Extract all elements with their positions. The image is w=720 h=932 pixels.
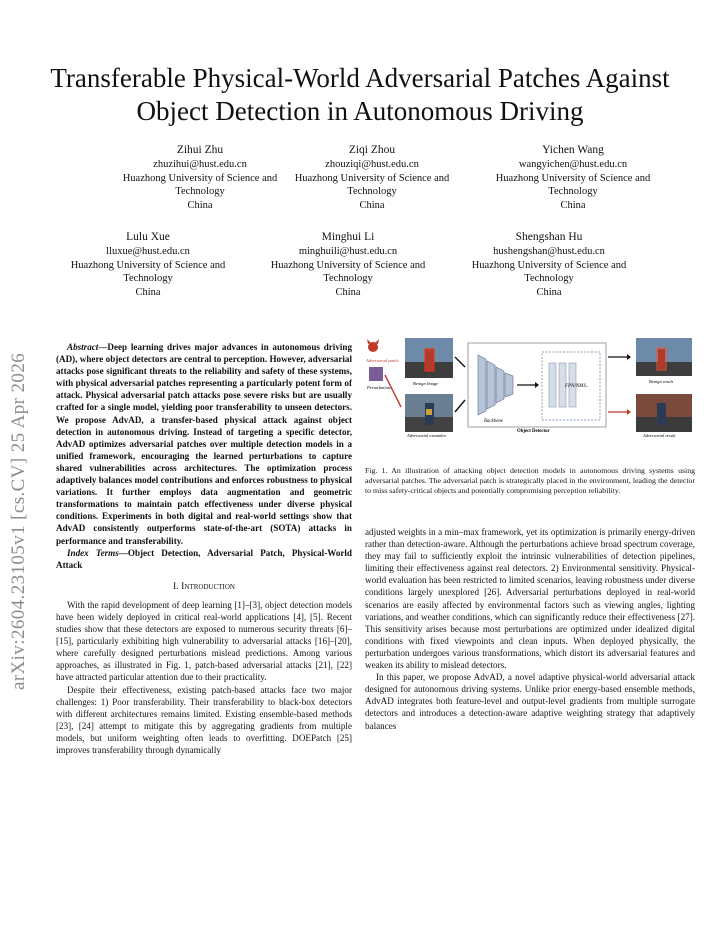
abstract-label: Abstract [67, 342, 99, 352]
detector-label: Object Detector [517, 429, 550, 434]
adv-examples-label: Adversarial examples [407, 433, 447, 437]
author-block [253, 230, 443, 299]
fpn-label: FPN/NMS.. [565, 384, 589, 389]
author-email: wangyichen@hust.edu.cn [518, 159, 628, 170]
author-email: zhuzihui@hust.edu.cn [153, 159, 247, 170]
author-affiliation: Huazhong University of Science and Technology [270, 259, 426, 284]
author-country: China [560, 199, 586, 211]
benign-result-label: Benign result [649, 379, 673, 384]
right-column [365, 526, 695, 732]
figure-diagram [365, 337, 695, 437]
arrow-patch [385, 375, 401, 407]
abstract-text: —Deep learning drives major advances in autonomous driving (AD), where object detectors are central to perception. However, adversarial attacks pose significant threats to the reliability and safety of these systems, with physical adversarial patches representing a particularly potent form of attack. Physical adversarial patch attacks pose severe risks but are usually crafted for a single model, yielding poor transferability to unseen detectors. We propose AdvAD, a transfer-based physical attack against object detection in autonomous driving. Instead of targeting a specific detector, AdvAD optimizes adversarial patches over multiple detection models in a unified framework, encouraging the learned perturbations to capture shared vulnerabilities across architectures. The optimization process adaptively balances model contributions and enforces robustness to physical variations. It further employs data augmentation and geometric transformations to maintain patch effectiveness under diverse physical conditions. Experiments in both digital and real-world settings show that AdvAD consistently outperforms state-of-the-art (SOTA) attacks in performance and transferability. [56, 342, 352, 546]
author-name: Minghui Li [321, 231, 375, 243]
author-name: Lulu Xue [126, 231, 170, 243]
body-paragraph: adjusted weights in a min–max framework, yet its optimization is primarily energy-driven rather than detection-aware. Although the perturbations achieve broad spectrum coverage, they may fail to sufficiently exploit the intrinsic vulnerabilities of detection pipelines, limiting their effectiveness against real detectors. 2) Environmental sensitivity. Physical-world evaluation has been restricted to limited scenarios, leaving robustness under diverse conditions largely unexplored [26]. Adversarial perturbations deployed in real-world scenarios are easily affected by environmental factors such as viewing angles, lighting variations, and weather conditions, which can significantly reduce their effectiveness [27]. This sensitivity arises because most perturbations are optimized under idealized digital conditions with fixed viewpoints and clean inputs. When deployed physically, the perturbation undergoes various transformations, which distort its adversarial features and weaken its ability to mislead detectors. [365, 527, 695, 671]
abstract [56, 341, 352, 547]
author-email: lluxue@hust.edu.cn [106, 246, 190, 257]
author-affiliation: Huazhong University of Science and Technology [471, 259, 627, 284]
author-affiliation: Huazhong University of Science and Technology [70, 259, 226, 284]
author-country: China [187, 199, 213, 211]
adv-result-label: Adversarial result [643, 433, 676, 437]
index-terms [56, 547, 352, 571]
author-email: zhouziqi@hust.edu.cn [325, 159, 419, 170]
figure-1 [365, 337, 695, 437]
author-block [277, 143, 467, 212]
section-heading: I. Introduction [173, 580, 235, 592]
author-email: hushengshan@hust.edu.cn [493, 246, 605, 257]
adv-patch-label: Adversarial patch [366, 358, 399, 363]
body-paragraph: With the rapid development of deep learning [1]–[3], object detection models have been widely deployed in critical real-world applications [4], [5]. Recent studies show that these detectors are exposed to numerous security threats [6]–[15], particularly exhibiting high vulnerability to adversarial attacks [16]–[20], where carefully designed perturbations mislead predictions. Among various approaches, as illustrated in Fig. 1, patch-based adversarial attacks [21], [22] have attracted particular attention due to their practicality. [56, 599, 352, 683]
author-affiliation: Huazhong University of Science and Technology [294, 172, 450, 197]
index-terms-label: Index Terms [67, 547, 119, 558]
paper-title: Transferable Physical-World Adversarial Patches Against Object Detection in Autonomous Driving [50, 63, 670, 126]
index-terms-text: —Object Detection, Adversarial Patch, Physical-World Attack [56, 547, 352, 570]
backbone-label: Backbone [484, 419, 503, 424]
author-country: China [135, 286, 161, 298]
author-affiliation: Huazhong University of Science and Technology [122, 172, 278, 197]
author-block [53, 230, 243, 299]
body-paragraph: In this paper, we propose AdvAD, a novel adaptive physical-world adversarial attack designed for autonomous driving systems. Unlike prior energy-based ensemble methods, AdvAD integrates both feature-level and output-level gradients from multiple surrogate detectors and introduces a detection-aware adaptive weighting strategy that adaptively balances [365, 672, 695, 731]
author-block [454, 230, 644, 299]
author-country: China [335, 286, 361, 298]
body-paragraph: Despite their effectiveness, existing patch-based attacks face two major challenges: 1) Poor transferability. Their transferability to black-box detectors with different architectures remains limited. Existing ensemble-based methods [23], [24] attempt to mitigate this by aggregating gradients from multiple models, but uniform weighting often leads to overfitting. DOEPatch [25] improves transferability through dynamically [56, 684, 352, 755]
figure-caption: Fig. 1. An illustration of attacking object detection models in autonomous driving systems using adversarial patches. The adversarial patch is strategically placed in the environment, leading the detector to miss safety-critical objects and potentially compromising perception reliability. [365, 466, 695, 495]
author-country: China [359, 199, 385, 211]
author-country: China [536, 286, 562, 298]
author-name: Zihui Zhu [176, 144, 224, 156]
author-name: Ziqi Zhou [348, 144, 396, 156]
author-email: minghuili@hust.edu.cn [298, 246, 398, 257]
arxiv-stamp: arXiv:2604.23105v1 [cs.CV] 25 Apr 2026 [8, 352, 29, 690]
benign-image-label: Benign Image [413, 381, 439, 386]
perturbations-label: Perturbations [367, 385, 393, 390]
author-block [478, 143, 668, 212]
devil-icon [367, 339, 379, 352]
author-block [105, 143, 295, 212]
backbone-icon [478, 355, 513, 415]
author-name: Yichen Wang [542, 144, 604, 156]
author-affiliation: Huazhong University of Science and Technology [495, 172, 651, 197]
author-name: Shengshan Hu [515, 231, 583, 243]
left-column [56, 341, 352, 756]
patch-thumbnail [369, 367, 383, 381]
